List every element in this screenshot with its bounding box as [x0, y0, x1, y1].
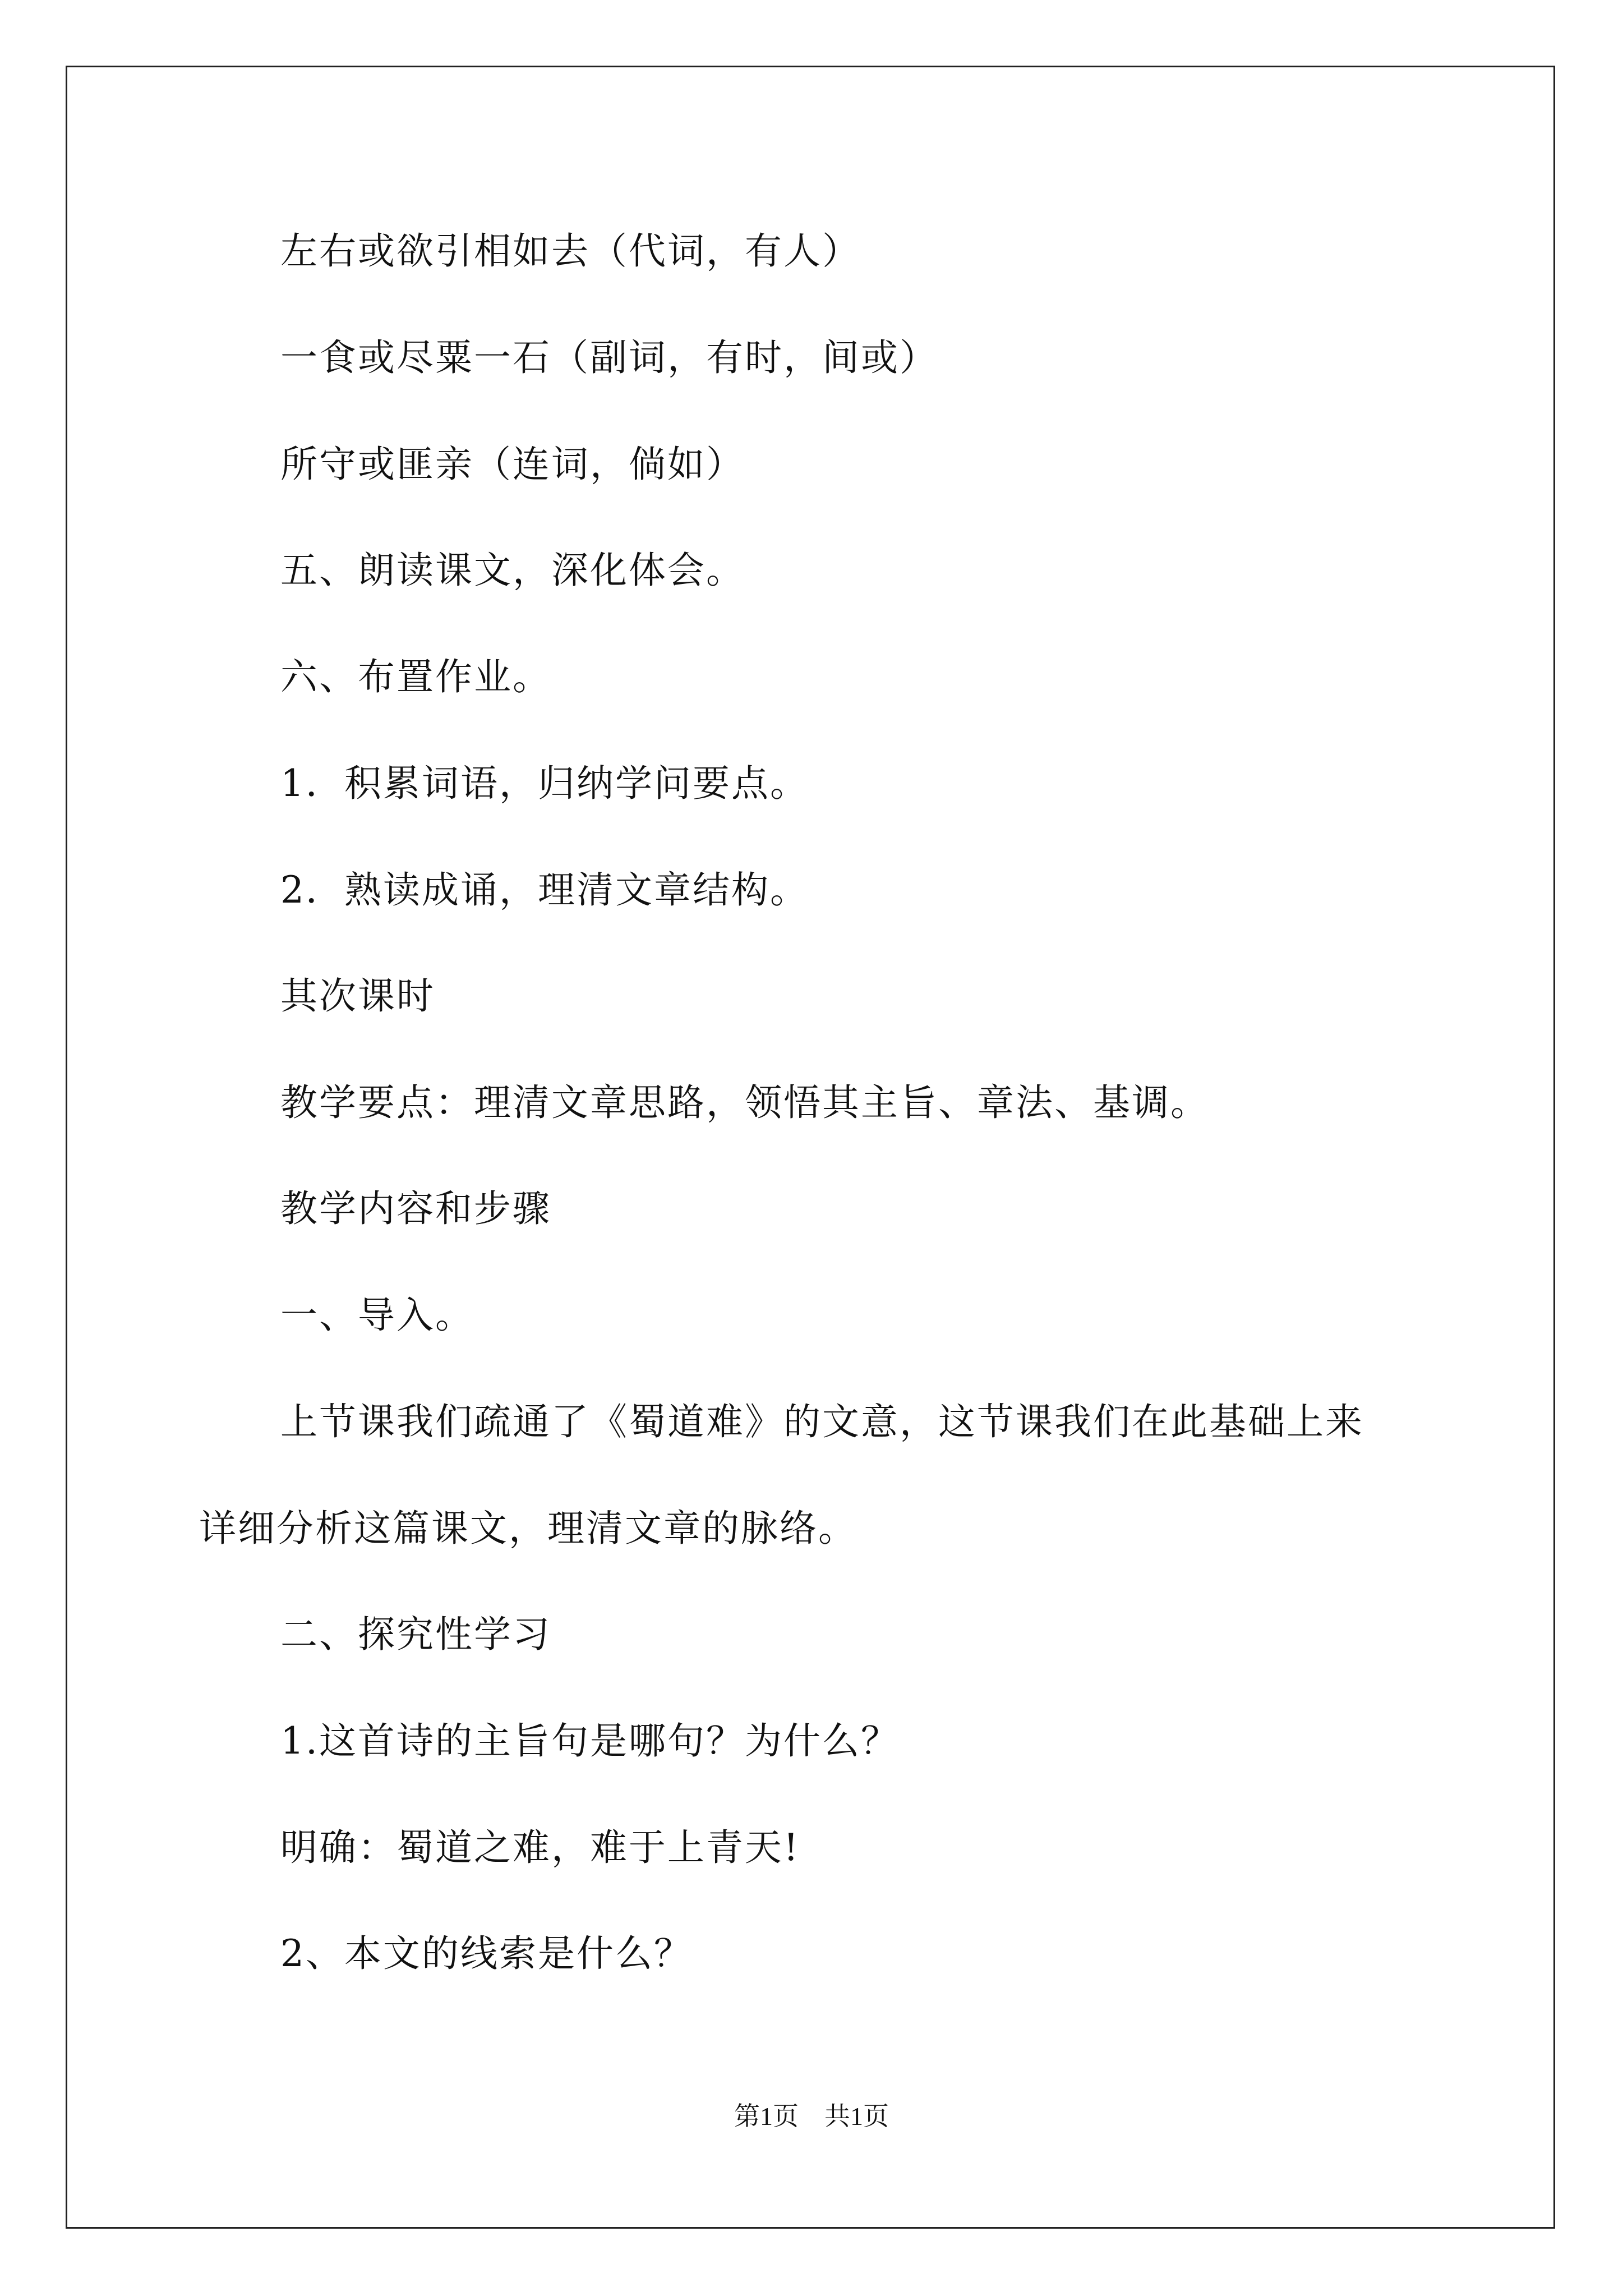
- text-line: 2．熟读成诵，理清文章结构。: [280, 868, 809, 912]
- text-line: 二、探究性学习: [280, 1613, 551, 1656]
- text-line: 教学内容和步骤: [280, 1187, 551, 1230]
- text-line: 所守或匪亲（连词，倘如）: [280, 443, 745, 486]
- text-line: 教学要点：理清文章思路，领悟其主旨、章法、基调。: [280, 1081, 1209, 1124]
- text-line: 其次课时: [280, 974, 435, 1018]
- text-line: 2、本文的线索是什么？: [280, 1932, 693, 1975]
- page-number-label: 第1页 共1页: [734, 2102, 889, 2131]
- text-line: 六、布置作业。: [280, 655, 551, 698]
- text-line: 1．积累词语，归纳学问要点。: [280, 762, 809, 805]
- text-line: 上节课我们疏通了《蜀道难》的文意，这节课我们在此基础上来: [280, 1400, 1364, 1443]
- page-footer: [0, 2100, 1623, 2133]
- text-line: 明确：蜀道之难，难于上青天!: [280, 1826, 800, 1869]
- text-line: 五、朗读课文，深化体会。: [280, 549, 745, 592]
- text-line: 一食或尽粟一石（副词，有时，间或）: [280, 336, 938, 379]
- text-line: 详细分析这篇课文，理清文章的脉络。: [199, 1507, 857, 1550]
- text-line: 一、导入。: [280, 1294, 474, 1337]
- text-line: 1.这首诗的主旨句是哪句？为什么？: [280, 1719, 900, 1763]
- text-line: 左右或欲引相如去（代词，有人）: [280, 229, 861, 273]
